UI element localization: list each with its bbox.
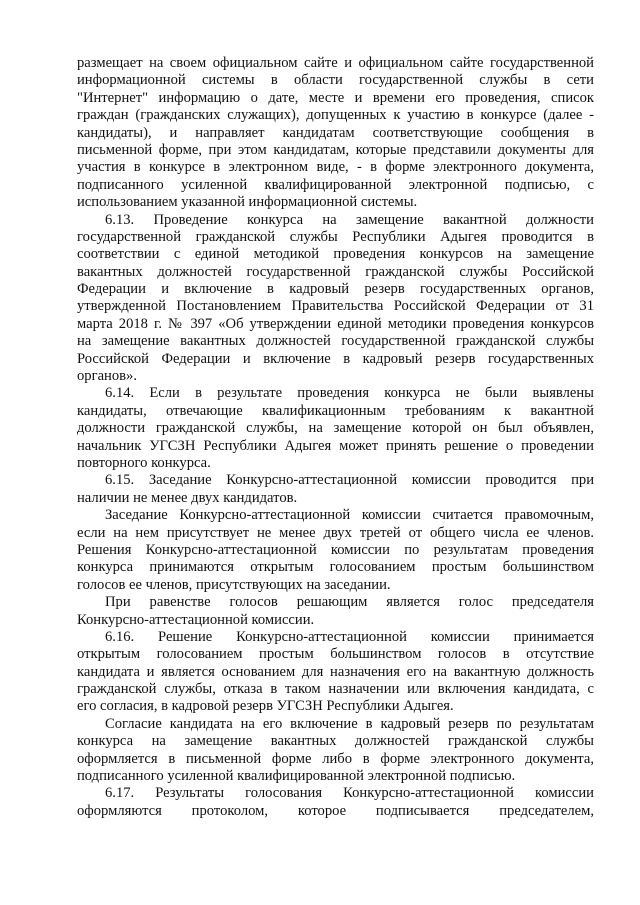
text-line: марта 2018 г. № 397 «Об утверждении единой методики проведения конкурсов xyxy=(77,315,594,332)
text-line: если на нем присутствует не менее двух третей от общего числа ее членов. xyxy=(77,524,594,541)
document-paragraph xyxy=(77,785,594,820)
document-paragraph xyxy=(77,55,594,212)
document-paragraph xyxy=(77,716,594,786)
text-line: использованием указанной информационной системы. xyxy=(77,194,418,211)
text-line: конкурса на замещение вакантных должностей гражданской службы xyxy=(77,733,594,750)
text-line: кандидата и является основанием для назначения его на вакантную должность xyxy=(77,663,594,680)
text-line: оформляются протоколом, которое подписывается председателем, xyxy=(77,802,594,819)
text-line: подписанного усиленной квалифицированной электронной подписью, с xyxy=(77,176,594,193)
text-line: начальник УГСЗН Республики Адыгея может принять решение о проведении xyxy=(77,437,594,454)
document-paragraph xyxy=(77,472,594,507)
text-line: Решения Конкурсно-аттестационной комиссии по результатам проведения xyxy=(77,541,594,558)
text-line: на замещение вакантных должностей государственной гражданской службы xyxy=(77,333,594,350)
text-line: вакантных должностей государственной гражданской службы Российской xyxy=(77,263,594,280)
text-line: органов». xyxy=(77,368,137,385)
text-line: открытым голосованием простым большинством голосов в отсутствие xyxy=(77,646,594,663)
document-paragraph xyxy=(77,594,594,629)
document-paragraph xyxy=(77,385,594,472)
text-line: Российской Федерации и включение в кадровый резерв государственных xyxy=(77,350,594,367)
text-line: голосов ее членов, присутствующих на заседании. xyxy=(77,576,391,593)
text-line: 6.14. Если в результате проведения конкурса не были выявлены xyxy=(105,385,594,402)
text-line: подписанного усиленной квалифицированной электронной подписью. xyxy=(77,768,516,785)
text-line: соответствии с единой методикой проведения конкурсов на замещение xyxy=(77,246,594,263)
document-paragraph xyxy=(77,629,594,716)
text-line: гражданской службы, отказа в таком назначении или включения кандидата, с xyxy=(77,681,594,698)
text-line: Заседание Конкурсно-аттестационной комиссии считается правомочным, xyxy=(105,507,594,524)
text-line: должности гражданской службы, на замещение которой он был объявлен, xyxy=(77,420,594,437)
text-line: повторного конкурса. xyxy=(77,454,211,471)
text-line: оформляется в письменной форме либо в форме электронного документа, xyxy=(77,750,594,767)
text-line: размещает на своем официальном сайте и официальном сайте государственной xyxy=(77,55,594,71)
text-line: Федерации и включение в кадровый резерв государственных органов, xyxy=(77,281,594,298)
text-line: граждан (гражданских служащих), допущенных к участию в конкурсе (далее - xyxy=(77,107,594,124)
text-line: 6.15. Заседание Конкурсно-аттестационной комиссии проводится при xyxy=(105,472,594,489)
text-line: государственной гражданской службы Республики Адыгея проводится в xyxy=(77,228,594,245)
document-page xyxy=(77,55,594,820)
text-line: информационной системы в области государственной службы в сети xyxy=(77,72,594,89)
text-line: Конкурсно-аттестационной комиссии. xyxy=(77,611,315,628)
text-line: 6.13. Проведение конкурса на замещение вакантной должности xyxy=(105,211,594,228)
text-line: кандидаты), и направляет кандидатам соответствующие сообщения в xyxy=(77,124,594,141)
text-line: "Интернет" информацию о дате, месте и времени его проведения, список xyxy=(77,89,594,106)
text-line: письменной форме, при этом кандидатам, которые представили документы для xyxy=(77,141,594,158)
document-paragraph xyxy=(77,507,594,594)
text-line: его согласия, в кадровой резерв УГСЗН Республики Адыгея. xyxy=(77,698,454,715)
text-line: 6.17. Результаты голосования Конкурсно-аттестационной комиссии xyxy=(105,785,594,802)
text-line: наличии не менее двух кандидатов. xyxy=(77,489,298,506)
text-line: 6.16. Решение Конкурсно-аттестационной комиссии принимается xyxy=(105,628,594,645)
document-paragraph xyxy=(77,212,594,386)
text-line: Согласие кандидата на его включение в кадровый резерв по результатам xyxy=(105,715,594,732)
text-line: кандидаты, отвечающие квалификационным требованиям к вакантной xyxy=(77,402,594,419)
text-line: утвержденной Постановлением Правительства Российской Федерации от 31 xyxy=(77,298,594,315)
text-line: При равенстве голосов решающим является голос председателя xyxy=(105,594,594,611)
text-line: конкурса принимаются открытым голосованием простым большинством xyxy=(77,559,594,576)
text-line: участия в конкурсе в электронном виде, - в форме электронного документа, xyxy=(77,159,594,176)
